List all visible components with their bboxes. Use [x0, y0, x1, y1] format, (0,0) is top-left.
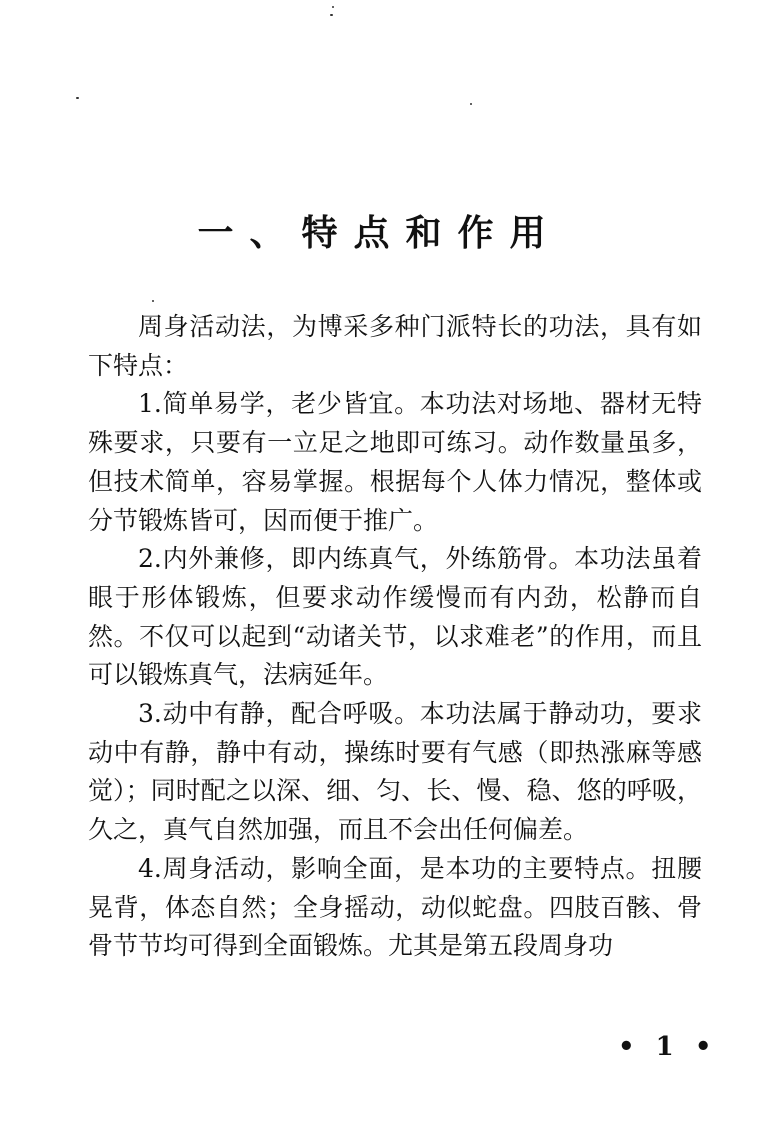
paragraph-point-3: 3.动中有静，配合呼吸。本功法属于静动功，要求动中有静，静中有动，操练时要有气感（即热涨麻等感觉）；同时配之以深、细、匀、长、慢、稳、悠的呼吸，久之，真气自然加强，而且不会出任何偏差。 — [88, 699, 702, 845]
scan-speck — [76, 97, 79, 99]
scan-speck — [330, 14, 333, 16]
scan-speck — [470, 103, 472, 105]
paragraph-point-1: 1.简单易学，老少皆宜。本功法对场地、器材无特殊要求，只要有一立足之地即可练习。动作数量虽多，但技术简单，容易掌握。根据每个人体力情况，整体或分节锻炼皆可，因而便于推广。 — [88, 389, 702, 535]
scan-speck — [152, 300, 154, 302]
paragraph-point-2: 2.内外兼修，即内练真气，外练筋骨。本功法虽着眼于形体锻炼，但要求动作缓慢而有内劲，松静而自然。不仅可以起到“动诸关节，以求难老”的作用，而且可以锻炼真气，法病延年。 — [88, 544, 702, 690]
body-text — [88, 308, 702, 966]
section-title: 一、特点和作用 — [197, 212, 562, 254]
paragraph-point-4: 4.周身活动，影响全面，是本功的主要特点。扭腰晃背，体态自然；全身摇动，动似蛇盘。四肢百骸、骨骨节节均可得到全面锻炼。尤其是第五段周身功 — [88, 853, 702, 961]
paragraph-intro: 周身活动法，为博采多种门派特长的功法，具有如下特点： — [88, 312, 702, 380]
page-number: • 1 • — [618, 1032, 718, 1062]
scan-speck — [332, 6, 334, 8]
